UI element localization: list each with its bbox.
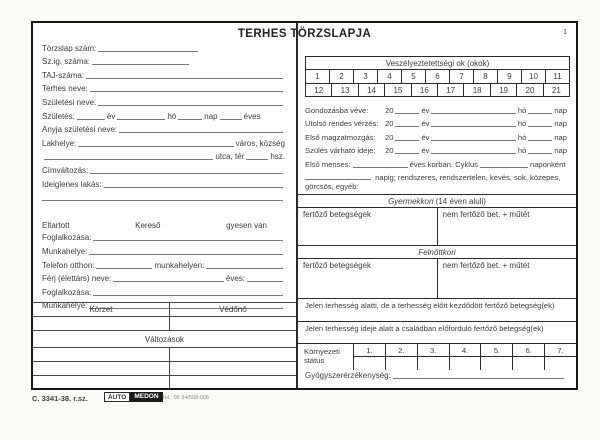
field-row-telefon [42,257,285,271]
page-number: 1 [563,29,567,36]
environment-col-header: 6. [513,344,545,356]
risk-cell: 2 [330,70,354,83]
unit-nap: nap [204,111,218,121]
field-label: Foglalkozása: [42,287,92,297]
field-row-torzslap [42,40,285,54]
environment-col-header: 7. [557,345,564,355]
fill-line [90,86,283,92]
unit-ho: hó [517,132,527,142]
field-label: Első menses: [305,159,351,169]
risk-cell: 6 [426,70,450,83]
fill-line [98,46,198,52]
unit-hsz: hsz. [270,152,285,162]
field-label: TAJ-száma: [42,70,85,80]
field-label: Gyógyszerérzékenység: [305,371,391,380]
risk-cell: 16 [412,84,438,96]
table-cell [170,376,296,388]
field-label: Első magzatmozgás: [305,132,376,142]
field-label: Címváltozás: [42,165,89,175]
field-row-blank [42,190,285,204]
field-row-utca [42,149,285,163]
fill-line [431,121,515,127]
field-label: Születés: [42,111,75,121]
unit-ev: év [421,132,430,142]
felnottkori-label: Felnőttkori [418,247,456,257]
field-row-foglalkozasa-2 [42,284,285,298]
current-pregnancy-note-2: Jelen terhesség ideje alatt a családban előforduló fertőző betegség(ek) [298,321,576,343]
gyermekkori-note: (14 éven aluli) [435,196,486,206]
risk-cell: 11 [553,72,562,81]
fill-line [98,100,283,106]
risk-cell: 12 [306,84,332,96]
section-header-felnottkori [298,245,576,258]
gyermekkori-label: Gyermekkori [388,196,434,206]
risk-cell: 9 [498,70,522,83]
unit-ho: hó [517,146,527,155]
unit-ho: hó [517,105,527,115]
fill-line [395,108,419,114]
risk-cell: 20 [517,84,543,96]
fill-line [528,148,552,154]
risk-cell: 8 [474,70,498,83]
risk-row-1 [306,70,569,83]
risk-cell: 17 [438,84,464,96]
unit-ev: év [421,146,430,155]
field-label: Utolsó rendes vérzés: [305,119,379,128]
fill-line [77,114,105,120]
fill-line [431,108,515,114]
risk-row-2 [306,83,569,96]
printer-phone: Tel.: 06 94/508-006 [162,395,210,401]
fill-line [246,154,268,160]
table-cell [170,348,296,361]
fill-line [117,114,165,120]
environment-cell [386,357,418,370]
childhood-disease-cells [298,207,576,245]
date-row-gondozasba [305,102,567,116]
unit-ev: év [421,119,430,128]
status-gyesen: gyesen van [226,220,267,230]
environment-col-header: 1. [354,344,386,356]
field-row-cimvaltozas [42,162,285,176]
fill-line [395,135,419,141]
field-label: Telefon otthon: [42,260,95,270]
year-prefix: 20 [385,146,394,155]
fill-line [96,263,152,269]
environment-empty-row [354,357,576,370]
environment-cell [450,357,482,370]
section-header-gyermekkori [298,194,576,207]
fill-line [305,173,371,180]
field-label: Munkahelye: [42,246,88,256]
unit-utca-ter: utca, tér [215,152,245,162]
status-row [42,216,285,230]
risk-cell: 3 [354,70,378,83]
date-fields [298,97,576,156]
table-cell [33,362,170,375]
fill-line [92,59,189,65]
field-row-szuletesi-neve [42,94,285,108]
environment-col-header: 4. [450,344,482,356]
table-cell [33,317,170,330]
date-row-szules-varhato [305,143,567,157]
field-label: Terhes neve: [42,84,88,94]
col-header-korzet: Körzet [33,303,170,316]
environment-status-label: Környezeti státus [298,344,354,370]
fill-line [93,235,283,241]
korzet-vedono-table [33,302,296,388]
table-section-row [33,330,296,347]
environment-grid [354,344,576,370]
unit-ev: év [421,105,430,115]
field-label: Lakhelye: [42,138,77,148]
table-row [33,361,296,375]
date-row-utolso [305,116,567,130]
environment-status-table [298,343,576,370]
risk-factors-table [305,56,570,97]
logo-medon-text: MEDON [130,392,162,402]
date-row-magzatmozgas [305,129,567,143]
environment-col-header: 2. [386,344,418,356]
menses-row [298,156,576,170]
unit-eves: éves [243,111,261,121]
unit-ho: hó [517,119,527,128]
risk-cell: 4 [378,70,402,83]
cell-fertozo: fertőző betegségek [298,208,438,245]
field-row-terhes-neve [42,81,285,95]
field-label: Anyja születési neve: [42,125,118,135]
field-label: Törzslap szám: [42,43,97,53]
field-label: Sz.ig. száma: [42,57,91,67]
table-row [33,347,296,361]
environment-cell [513,357,545,370]
risk-cell: 21 [551,86,561,95]
menses-detail-row [298,170,576,194]
fill-line [528,135,552,141]
fill-line [119,127,283,133]
environment-header-row [354,344,576,357]
field-label: Munkahelye: [42,301,88,311]
field-row-lakhelye [42,135,285,149]
table-row [33,316,296,330]
risk-cell: 7 [450,70,474,83]
fill-line [247,276,283,282]
risk-cell: 1 [306,70,330,83]
year-prefix: 20 [385,119,394,128]
menses-suffix-text: naponként [529,159,566,169]
field-row-foglalkozasa [42,230,285,244]
form-sheet [31,21,578,390]
field-label: Ideiglenes lakás: [42,179,102,189]
fill-line [431,135,515,141]
environment-cell [354,357,386,370]
table-cell [170,362,296,375]
unit-nap: nap [554,146,567,155]
risk-cell: 5 [402,70,426,83]
environment-cell [545,357,576,370]
field-label: Gondozásba véve: [305,105,369,115]
form-code: C. 3341-38. r.sz. [32,394,88,403]
printer-logo [104,392,163,402]
field-label: Foglalkozása: [42,233,92,243]
form-title: TERHES TÖRZSLAPJA [237,28,372,40]
fill-line [113,276,224,282]
unit-nap: nap [554,105,567,115]
field-label-eves: éves: [225,274,245,284]
field-row-taj [42,67,285,81]
fill-line [431,148,515,154]
fill-line [528,121,552,127]
fill-line [93,290,283,296]
environment-col-header: 3. [418,344,450,356]
field-row-munkahelye [42,243,285,257]
fill-line [78,141,233,147]
left-fields [42,40,285,311]
menses-detail-text: napig; rendszeres, rendszertelen, kevés, sok, közepes, görcsös, egyéb: [305,172,561,191]
field-label: Szülés várható ideje: [305,146,376,155]
section-header-valtozasok: Változások [144,335,185,344]
fill-line [90,168,283,174]
adult-disease-cells [298,258,576,298]
menses-mid-text: éves korban. Cyklus [409,159,478,169]
field-label-munkahelyen: munkahelyen: [154,260,205,270]
logo-auto-text: AUTO [104,392,130,402]
table-cell [33,348,170,361]
field-row-ferj [42,271,285,285]
field-row-szig [42,54,285,68]
drug-sensitivity-row [298,370,576,389]
environment-cell [418,357,450,370]
field-row-anyja [42,122,285,136]
fill-line [44,154,213,160]
year-prefix: 20 [385,105,394,115]
fill-line [393,373,564,379]
fill-line [86,73,283,79]
unit-nap: nap [554,132,567,142]
fill-line [480,162,528,168]
risk-table-title: Veszélyeztetettségi ok (okok) [306,57,569,70]
year-prefix: 20 [385,132,394,142]
table-header-row [33,302,296,316]
risk-cell: 13 [332,84,358,96]
left-column [33,23,296,388]
table-cell [33,376,170,388]
col-header-vedono: Védőnő [219,305,247,314]
right-column [296,23,576,388]
risk-cell: 19 [491,84,517,96]
status-kereso: Kereső [135,220,161,230]
spacer [42,203,285,216]
field-row-szuletes [42,108,285,122]
unit-ho: hó [167,111,177,121]
risk-cell: 18 [464,84,490,96]
cell-fertozo: fertőző betegségek [298,259,438,298]
fill-line [206,263,283,269]
cell-nem-fertozo: nem fertőző bet. + műtét [442,209,530,219]
table-row [33,375,296,388]
environment-col-header: 5. [481,344,513,356]
current-pregnancy-note-1: Jelen terhesség alatti, de a terhesség előtt kezdődött fertőző betegség(ek) [298,298,576,321]
fill-line [220,114,242,120]
unit-nap: nap [554,119,567,128]
field-row-ideiglenes [42,176,285,190]
fill-line [178,114,202,120]
fill-line [395,121,419,127]
fill-line [104,182,283,188]
unit-varos-kozseg: város, község [235,138,285,148]
field-label: Születési neve: [42,97,97,107]
fill-line [89,249,283,255]
fill-line [42,195,283,201]
fill-line [353,162,408,168]
table-cell [170,317,296,330]
environment-cell [481,357,513,370]
fill-line [395,148,419,154]
cell-nem-fertozo: nem fertőző bet. + műtét [442,260,530,270]
status-eltartott: Eltartott [42,220,70,230]
risk-cell: 14 [359,84,385,96]
unit-ev: év [106,111,116,121]
fill-line [528,108,552,114]
risk-cell: 10 [522,70,546,83]
field-label: Férj (élettárs) neve: [42,274,112,284]
risk-cell: 15 [385,84,411,96]
